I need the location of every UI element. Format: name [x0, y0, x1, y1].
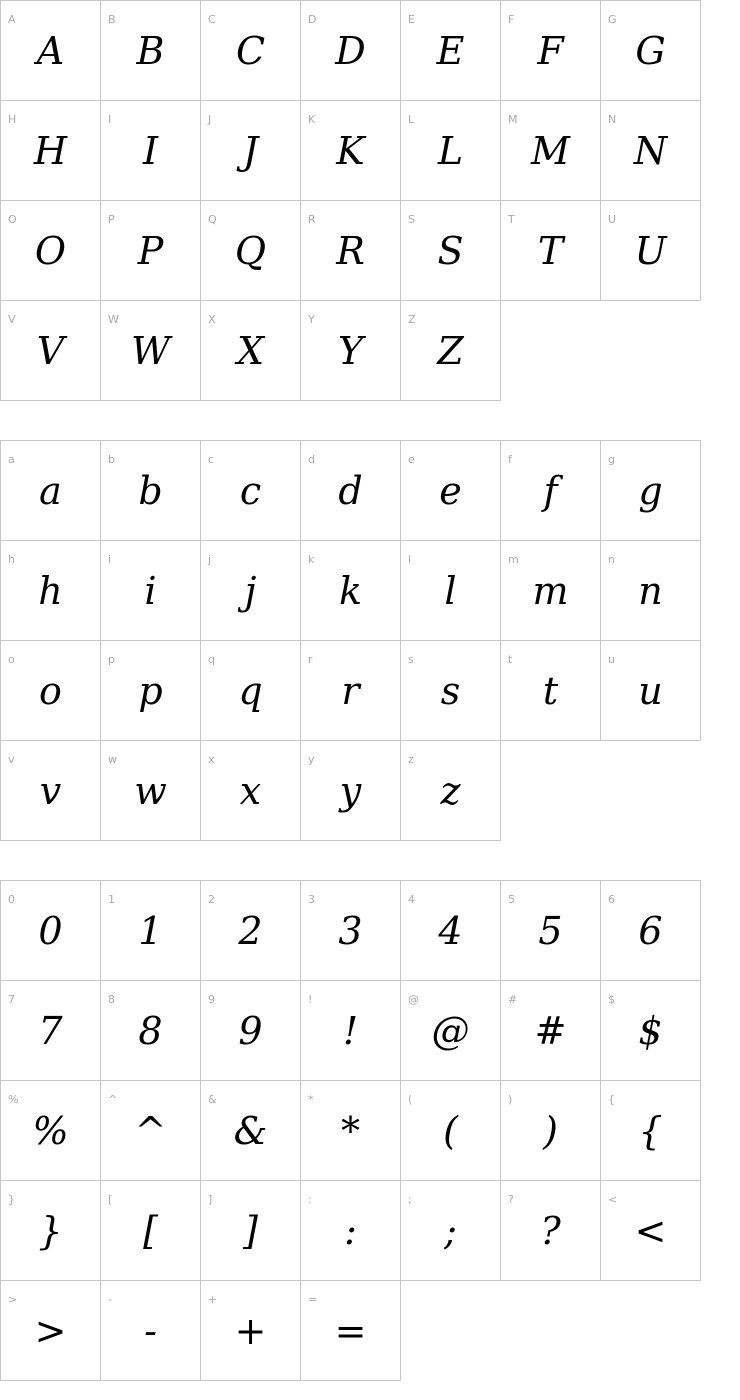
charmap-cell-upper-s [401, 201, 501, 301]
cell-code-label: + [208, 1293, 218, 1306]
cell-glyph: & [233, 1109, 268, 1153]
charmap-cell-symbol-colon [301, 1181, 401, 1281]
cell-code-label: o [8, 653, 15, 666]
charmap-cell-lower-w [101, 741, 201, 841]
charmap-cell-upper-b [101, 1, 201, 101]
cell-code-label: L [408, 113, 415, 126]
cell-glyph: i [144, 569, 157, 613]
cell-code-label: : [308, 1193, 312, 1206]
cell-glyph: I [142, 129, 158, 173]
charmap-cell-digit-6 [601, 881, 701, 981]
charmap-cell-symbol-at [401, 981, 501, 1081]
charmap-cell-digit-2 [201, 881, 301, 981]
cell-glyph: p [138, 669, 163, 713]
charmap-cell-lower-y [301, 741, 401, 841]
charmap-cell-upper-l [401, 101, 501, 201]
charmap-cell-upper-o [1, 201, 101, 301]
cell-code-label: b [108, 453, 115, 466]
charmap-cell-lower-k [301, 541, 401, 641]
cell-code-label: e [408, 453, 415, 466]
charmap-cell-digit-5 [501, 881, 601, 981]
cell-code-label: l [408, 553, 412, 566]
charmap-cell-lower-u [601, 641, 701, 741]
cell-glyph: j [244, 569, 257, 613]
cell-code-label: C [208, 13, 216, 26]
cell-glyph: P [137, 229, 164, 273]
cell-code-label: c [208, 453, 215, 466]
cell-code-label: - [108, 1293, 112, 1306]
cell-glyph: ] [243, 1209, 258, 1253]
cell-code-label: F [508, 13, 515, 26]
cell-glyph: 6 [638, 909, 663, 953]
cell-glyph: G [635, 29, 666, 73]
charmap-cell-upper-m [501, 101, 601, 201]
cell-code-label: S [408, 213, 415, 226]
charmap-cell-lower-j [201, 541, 301, 641]
cell-glyph: - [144, 1309, 157, 1353]
cell-glyph: + [234, 1309, 267, 1353]
charmap-cell-upper-x [201, 301, 301, 401]
cell-code-label: f [508, 453, 512, 466]
cell-code-label: u [608, 653, 615, 666]
cell-glyph: n [638, 569, 663, 613]
charmap-cell-symbol-asterisk [301, 1081, 401, 1181]
cell-code-label: % [8, 1093, 19, 1106]
charmap-cell-upper-f [501, 1, 601, 101]
cell-code-label: 3 [308, 893, 315, 906]
cell-code-label: { [608, 1093, 615, 1106]
charmap-cell-lower-c [201, 441, 301, 541]
cell-glyph: { [638, 1109, 663, 1153]
cell-glyph: f [543, 469, 558, 513]
cell-code-label: v [8, 753, 15, 766]
cell-code-label: m [508, 553, 519, 566]
charmap-cell-upper-u [601, 201, 701, 301]
charmap-cell-lower-p [101, 641, 201, 741]
cell-code-label: h [8, 553, 15, 566]
cell-code-label: = [308, 1293, 318, 1306]
charmap-cell-upper-t [501, 201, 601, 301]
charmap-cell-lower-d [301, 441, 401, 541]
cell-glyph: U [634, 229, 667, 273]
charmap-cell-lower-x [201, 741, 301, 841]
charmap-cell-symbol-plus [201, 1281, 301, 1381]
cell-glyph: J [242, 129, 259, 173]
cell-glyph: d [338, 469, 363, 513]
charmap-cell-lower-f [501, 441, 601, 541]
charmap-cell-upper-p [101, 201, 201, 301]
charmap-cell-digit-4 [401, 881, 501, 981]
cell-glyph: u [638, 669, 663, 713]
charmap-cell-symbol-bracket-left [101, 1181, 201, 1281]
charmap-cell-lower-n [601, 541, 701, 641]
cell-code-label: U [608, 213, 617, 226]
cell-glyph: W [130, 329, 171, 373]
charmap-cell-lower-o [1, 641, 101, 741]
charmap-cell-upper-y [301, 301, 401, 401]
charmap-cell-symbol-ampersand [201, 1081, 301, 1181]
cell-glyph: q [238, 669, 263, 713]
cell-code-label: ^ [108, 1093, 118, 1106]
charmap-cell-symbol-paren-left [401, 1081, 501, 1181]
cell-glyph: C [235, 29, 266, 73]
cell-code-label: w [108, 753, 117, 766]
cell-glyph: r [341, 669, 360, 713]
charmap-cell-lower-r [301, 641, 401, 741]
charmap-cell-upper-h [1, 101, 101, 201]
charmap-cell-lower-e [401, 441, 501, 541]
cell-glyph: > [34, 1309, 67, 1353]
cell-glyph: B [136, 29, 165, 73]
charmap-cell-digit-8 [101, 981, 201, 1081]
cell-code-label: N [608, 113, 617, 126]
cell-glyph: b [138, 469, 163, 513]
charmap-cell-digit-1 [101, 881, 201, 981]
cell-glyph: Z [437, 329, 464, 373]
cell-code-label: 7 [8, 993, 15, 1006]
charmap-cell-symbol-bracket-right [201, 1181, 301, 1281]
cell-code-label: R [308, 213, 316, 226]
charmap-cell-symbol-less-than [601, 1181, 701, 1281]
cell-glyph: ( [443, 1109, 458, 1153]
cell-glyph: a [39, 469, 62, 513]
cell-glyph: g [638, 469, 663, 513]
cell-code-label: s [408, 653, 414, 666]
charmap-section-uppercase [0, 0, 701, 401]
charmap-cell-lower-h [1, 541, 101, 641]
cell-code-label: a [8, 453, 15, 466]
charmap-cell-upper-i [101, 101, 201, 201]
cell-glyph: % [32, 1109, 69, 1153]
cell-code-label: 9 [208, 993, 215, 1006]
cell-glyph: < [634, 1209, 667, 1253]
cell-code-label: ? [508, 1193, 514, 1206]
charmap-cell-symbol-equals [301, 1281, 401, 1381]
cell-glyph: 8 [138, 1009, 163, 1053]
cell-code-label: # [508, 993, 518, 1006]
charmap-cell-upper-d [301, 1, 401, 101]
cell-glyph: w [134, 769, 167, 813]
cell-glyph: [ [143, 1209, 158, 1253]
cell-glyph: * [341, 1109, 360, 1153]
cell-code-label: x [208, 753, 215, 766]
cell-code-label: P [108, 213, 115, 226]
cell-glyph: Y [337, 329, 364, 373]
cell-code-label: 8 [108, 993, 115, 1006]
cell-glyph: h [38, 569, 63, 613]
cell-glyph: H [33, 129, 68, 173]
cell-code-label: ] [208, 1193, 213, 1206]
charmap-cell-symbol-percent [1, 1081, 101, 1181]
cell-glyph: Q [234, 229, 267, 273]
cell-glyph: ^ [134, 1109, 167, 1153]
cell-code-label: d [308, 453, 315, 466]
cell-glyph: N [633, 129, 668, 173]
charmap-section-lowercase [0, 440, 701, 841]
cell-code-label: 2 [208, 893, 215, 906]
charmap-cell-symbol-semicolon [401, 1181, 501, 1281]
cell-code-label: E [408, 13, 415, 26]
cell-glyph: T [537, 229, 564, 273]
cell-code-label: j [208, 553, 212, 566]
cell-code-label: z [408, 753, 414, 766]
cell-glyph: # [534, 1009, 567, 1053]
cell-code-label: 0 [8, 893, 15, 906]
cell-glyph: @ [431, 1009, 470, 1053]
cell-glyph: ? [540, 1209, 561, 1253]
cell-glyph: ) [543, 1109, 558, 1153]
charmap-cell-lower-i [101, 541, 201, 641]
cell-glyph: K [336, 129, 365, 173]
charmap-cell-upper-r [301, 201, 401, 301]
charmap-cell-symbol-exclam [301, 981, 401, 1081]
charmap-cell-upper-a [1, 1, 101, 101]
cell-glyph: 4 [438, 909, 463, 953]
cell-code-label: A [8, 13, 16, 26]
cell-glyph: $ [638, 1009, 663, 1053]
charmap-cell-upper-w [101, 301, 201, 401]
charmap-section-digits-symbols [0, 880, 701, 1381]
cell-code-label: B [108, 13, 116, 26]
charmap-cell-lower-s [401, 641, 501, 741]
cell-glyph: l [444, 569, 457, 613]
cell-code-label: K [308, 113, 316, 126]
cell-code-label: O [8, 213, 17, 226]
cell-code-label: H [8, 113, 17, 126]
cell-code-label: ; [408, 1193, 412, 1206]
cell-glyph: 0 [38, 909, 63, 953]
charmap-cell-symbol-caret [101, 1081, 201, 1181]
charmap-cell-lower-b [101, 441, 201, 541]
cell-code-label: ! [308, 993, 313, 1006]
charmap-cell-upper-q [201, 201, 301, 301]
cell-glyph: 3 [338, 909, 363, 953]
charmap-cell-symbol-brace-left [601, 1081, 701, 1181]
charmap-cell-lower-z [401, 741, 501, 841]
charmap-cell-lower-q [201, 641, 301, 741]
cell-glyph: R [336, 229, 365, 273]
cell-code-label: W [108, 313, 119, 326]
cell-code-label: X [208, 313, 216, 326]
cell-glyph: y [339, 769, 362, 813]
cell-glyph: : [344, 1209, 357, 1253]
cell-code-label: V [8, 313, 16, 326]
cell-glyph: F [537, 29, 564, 73]
cell-code-label: ) [508, 1093, 513, 1106]
cell-code-label: [ [108, 1193, 113, 1206]
charmap-cell-symbol-hash [501, 981, 601, 1081]
cell-glyph: O [34, 229, 67, 273]
cell-glyph: c [239, 469, 262, 513]
charmap-cell-upper-k [301, 101, 401, 201]
cell-code-label: n [608, 553, 615, 566]
cell-glyph: V [36, 329, 65, 373]
charmap-cell-upper-c [201, 1, 301, 101]
cell-code-label: $ [608, 993, 615, 1006]
cell-glyph: 1 [138, 909, 163, 953]
cell-glyph: x [239, 769, 262, 813]
cell-code-label: i [108, 553, 112, 566]
cell-glyph: e [439, 469, 462, 513]
cell-glyph: M [531, 129, 570, 173]
cell-code-label: 5 [508, 893, 515, 906]
cell-code-label: Q [208, 213, 217, 226]
charmap-cell-symbol-dollar [601, 981, 701, 1081]
cell-code-label: q [208, 653, 215, 666]
cell-code-label: Z [408, 313, 416, 326]
charmap-cell-upper-g [601, 1, 701, 101]
cell-code-label: ( [408, 1093, 413, 1106]
charmap-cell-lower-g [601, 441, 701, 541]
cell-code-label: Y [308, 313, 315, 326]
charmap-cell-upper-e [401, 1, 501, 101]
cell-code-label: T [508, 213, 515, 226]
cell-code-label: t [508, 653, 513, 666]
cell-code-label: G [608, 13, 617, 26]
cell-code-label: * [308, 1093, 314, 1106]
cell-glyph: E [436, 29, 465, 73]
charmap-cell-lower-v [1, 741, 101, 841]
cell-glyph: = [334, 1309, 367, 1353]
cell-glyph: 2 [238, 909, 263, 953]
cell-code-label: r [308, 653, 313, 666]
charmap-cell-lower-a [1, 441, 101, 541]
charmap-cell-upper-v [1, 301, 101, 401]
cell-glyph: z [440, 769, 461, 813]
charmap-cell-lower-m [501, 541, 601, 641]
cell-glyph: o [39, 669, 62, 713]
cell-glyph: m [532, 569, 569, 613]
charmap-cell-digit-7 [1, 981, 101, 1081]
cell-code-label: 4 [408, 893, 415, 906]
charmap-cell-lower-t [501, 641, 601, 741]
cell-glyph: k [338, 569, 363, 613]
cell-code-label: 6 [608, 893, 615, 906]
charmap-cell-upper-n [601, 101, 701, 201]
charmap-cell-symbol-question [501, 1181, 601, 1281]
cell-glyph: X [236, 329, 265, 373]
cell-code-label: g [608, 453, 615, 466]
cell-code-label: @ [408, 993, 419, 1006]
cell-glyph: s [440, 669, 461, 713]
cell-code-label: y [308, 753, 315, 766]
cell-code-label: k [308, 553, 315, 566]
cell-glyph: ; [444, 1209, 457, 1253]
charmap-cell-symbol-hyphen [101, 1281, 201, 1381]
cell-glyph: } [38, 1209, 63, 1253]
cell-code-label: J [208, 113, 212, 126]
cell-code-label: } [8, 1193, 15, 1206]
cell-glyph: v [39, 769, 62, 813]
cell-glyph: ! [342, 1009, 359, 1053]
cell-code-label: M [508, 113, 518, 126]
cell-glyph: S [437, 229, 464, 273]
cell-glyph: t [542, 669, 559, 713]
charmap-cell-lower-l [401, 541, 501, 641]
charmap-cell-symbol-paren-right [501, 1081, 601, 1181]
charmap-cell-digit-3 [301, 881, 401, 981]
charmap-cell-upper-z [401, 301, 501, 401]
cell-code-label: > [8, 1293, 18, 1306]
cell-glyph: 5 [538, 909, 563, 953]
cell-glyph: 7 [38, 1009, 63, 1053]
cell-glyph: 9 [238, 1009, 263, 1053]
charmap-cell-digit-9 [201, 981, 301, 1081]
charmap-cell-symbol-brace-right [1, 1181, 101, 1281]
cell-code-label: & [208, 1093, 217, 1106]
cell-glyph: L [437, 129, 464, 173]
cell-code-label: D [308, 13, 317, 26]
cell-code-label: < [608, 1193, 618, 1206]
cell-code-label: 1 [108, 893, 115, 906]
charmap-cell-symbol-greater-than [1, 1281, 101, 1381]
cell-glyph: D [335, 29, 366, 73]
charmap-cell-digit-0 [1, 881, 101, 981]
cell-code-label: p [108, 653, 115, 666]
charmap-cell-upper-j [201, 101, 301, 201]
cell-code-label: I [108, 113, 112, 126]
cell-glyph: A [36, 29, 65, 73]
